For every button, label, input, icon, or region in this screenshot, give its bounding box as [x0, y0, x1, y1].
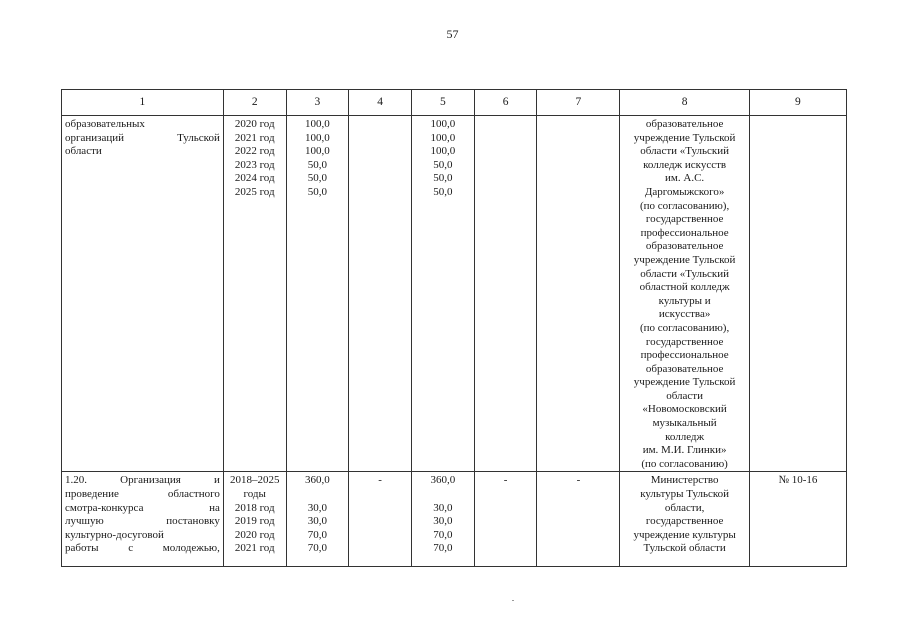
text-line: профессиональное: [640, 349, 729, 362]
text-line: 1.20. Организация и: [65, 474, 220, 487]
text-line: областной колледж: [639, 281, 730, 294]
text-line: образовательное: [645, 118, 724, 130]
row2-col4: -: [349, 472, 412, 567]
row1-col4: [349, 116, 412, 472]
text-line: смотра-конкурса на: [65, 501, 220, 514]
text-line: области: [666, 389, 703, 402]
text-line: государственное: [645, 213, 724, 226]
text-line: государственное: [645, 515, 724, 528]
row1-description: [62, 116, 224, 472]
text-line: (по согласованию): [641, 457, 728, 470]
amount-line: 30,0: [433, 515, 453, 528]
row2-total: [286, 472, 349, 567]
amount-line: 50,0: [433, 158, 453, 171]
amount-line: 70,0: [433, 542, 453, 555]
year-line: 2019 год: [234, 515, 275, 528]
year-line: 2025 год: [234, 185, 275, 198]
text-line: учреждение культуры: [633, 528, 736, 541]
amount-line: 50,0: [433, 172, 453, 185]
amount-line: 50,0: [307, 158, 328, 171]
row1-years: [223, 116, 286, 472]
row1-col7: [537, 116, 620, 472]
header-cell-1: 1: [62, 90, 224, 116]
text-line: лучшую постановку: [65, 515, 220, 528]
text-line: образовательное: [645, 362, 724, 375]
row2-years: [223, 472, 286, 567]
text-line: им. М.И. Глинки»: [642, 444, 727, 457]
amount-line: 100,0: [305, 145, 330, 158]
text-line: Министерство: [650, 474, 719, 487]
text-line: колледж: [665, 430, 705, 443]
text-line: культуры и: [658, 294, 711, 307]
amount-line: 30,0: [307, 501, 328, 514]
header-cell-5: 5: [412, 90, 475, 116]
row2-description: [62, 472, 224, 567]
amount-line: 50,0: [433, 185, 453, 198]
amount-line: 360,0: [305, 474, 330, 487]
row2-col6: -: [474, 472, 537, 567]
year-line: 2018 год: [234, 501, 275, 514]
table-row: [62, 116, 847, 472]
year-line: 2021 год: [234, 542, 275, 555]
year-line: 2020 год: [234, 528, 275, 541]
year-line: 2024 год: [234, 172, 275, 185]
text-line: учреждение Тульской: [633, 376, 736, 389]
row2-indicator: № 10-16: [749, 472, 846, 567]
row1-indicator: [749, 116, 846, 472]
text-line: области: [65, 145, 102, 158]
text-line: профессиональное: [640, 226, 729, 239]
amount-line: 100,0: [430, 131, 456, 144]
header-cell-3: 3: [286, 90, 349, 116]
year-line: годы: [243, 488, 266, 501]
year-line: 2018–2025: [229, 474, 280, 487]
amount-line: 30,0: [307, 515, 328, 528]
year-line: 2022 год: [234, 145, 275, 158]
text-line: учреждение Тульской: [633, 131, 736, 144]
text-line: колледж искусств: [643, 158, 727, 171]
header-cell-9: 9: [749, 90, 846, 116]
header-cell-4: 4: [349, 90, 412, 116]
amount-line: [290, 488, 346, 502]
text-line: области «Тульский: [640, 267, 729, 280]
header-cell-6: 6: [474, 90, 537, 116]
amount-line: 50,0: [307, 172, 328, 185]
text-line: государственное: [645, 335, 724, 348]
page-number: 57: [446, 27, 459, 41]
row1-col5: [412, 116, 475, 472]
text-line: Тульской области: [643, 542, 726, 555]
amount-line: [415, 488, 471, 502]
header-row: [62, 90, 847, 116]
year-line: 2021 год: [234, 131, 275, 144]
text-line: проведение областного: [65, 488, 220, 501]
text-line: учреждение Тульской: [633, 253, 736, 266]
text-line: искусства»: [658, 308, 711, 321]
text-line: образовательное: [645, 240, 724, 253]
year-line: 2023 год: [234, 158, 275, 171]
text-line: им. А.С.: [665, 172, 705, 185]
amount-line: 100,0: [430, 145, 456, 158]
amount-line: 100,0: [305, 118, 330, 130]
text-line: образовательных: [65, 118, 145, 130]
program-table: [61, 89, 847, 567]
amount-line: 70,0: [307, 542, 328, 555]
amount-line: 30,0: [433, 501, 453, 514]
row2-col7: -: [537, 472, 620, 567]
row1-responsible: [620, 116, 749, 472]
text-line: (по согласованию),: [640, 321, 730, 334]
text-line: Даргомыжского»: [644, 185, 725, 198]
amount-line: 100,0: [430, 118, 456, 130]
text-line: музыкальный: [652, 417, 717, 430]
text-line: (по согласованию),: [640, 199, 730, 212]
year-line: 2020 год: [234, 118, 275, 130]
text-line: «Новомосковский: [642, 403, 727, 416]
row2-col5: [412, 472, 475, 567]
text-line: области «Тульский: [640, 145, 729, 158]
text-line: культурно-досуговой: [65, 528, 164, 541]
text-line: работы с молодежью,: [65, 542, 220, 555]
row2-responsible: [620, 472, 749, 567]
amount-line: 360,0: [430, 474, 456, 487]
header-cell-2: 2: [223, 90, 286, 116]
row1-total: [286, 116, 349, 472]
table-row: [62, 472, 847, 567]
header-cell-7: 7: [537, 90, 620, 116]
amount-line: 70,0: [433, 528, 453, 541]
text-line: области,: [664, 501, 705, 514]
amount-line: 50,0: [307, 185, 328, 198]
text-line: культуры Тульской: [640, 488, 730, 501]
text-line: организаций Тульской: [65, 131, 220, 144]
row1-col6: [474, 116, 537, 472]
scan-speck: [512, 600, 514, 601]
amount-line: 70,0: [307, 528, 328, 541]
amount-line: 100,0: [305, 131, 330, 144]
header-cell-8: 8: [620, 90, 749, 116]
